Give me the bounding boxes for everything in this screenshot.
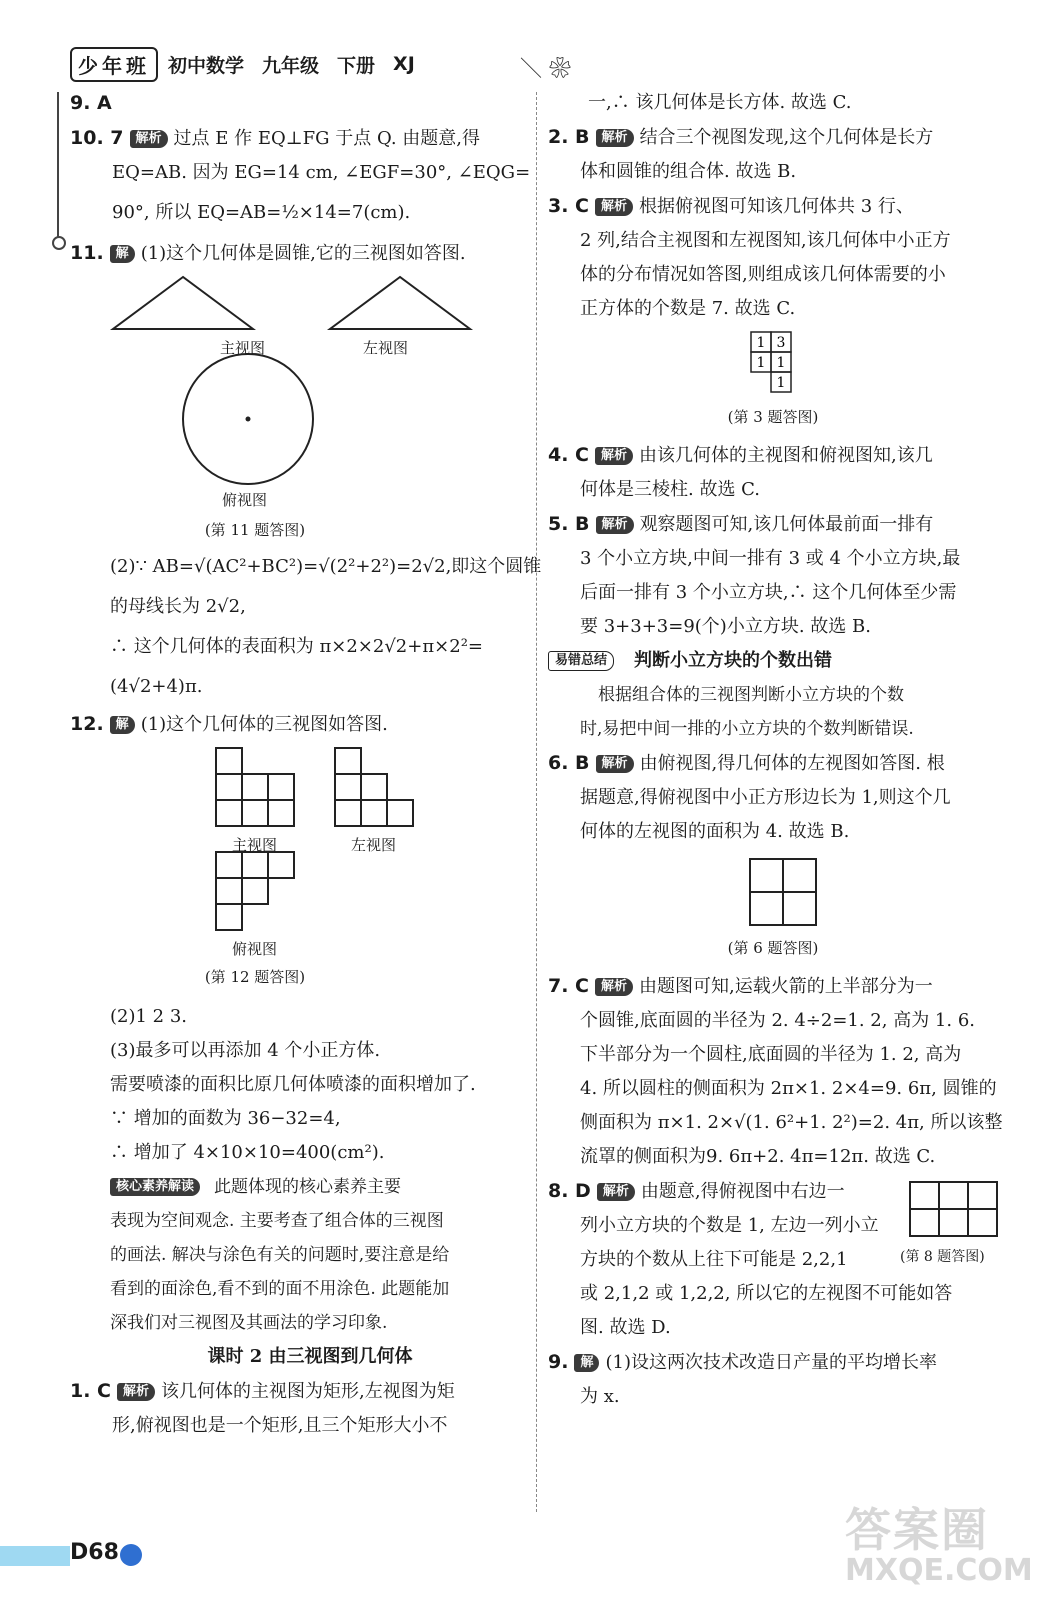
edition: XJ: [393, 53, 415, 75]
brand-logo: 少年班: [70, 47, 158, 82]
answer-5-line: 3 个小立方块,中间一排有 3 或 4 个小立方块,最: [580, 548, 961, 569]
error-summary-line: 根据组合体的三视图判断小立方块的个数: [598, 685, 904, 705]
answer-12-line: ∴ 增加了 4×10×10=400(cm²).: [110, 1142, 385, 1163]
top-view-label: 俯视图: [222, 491, 268, 509]
figure-11-svg: [70, 271, 525, 513]
figure-6-svg: [548, 849, 998, 931]
answer-11: 11. 解 (1)这个几何体是圆锥,它的三视图如答图.: [70, 242, 466, 264]
figure-11-caption: (第 11 题答图): [204, 521, 306, 539]
page-header: [70, 44, 590, 84]
left-column: [70, 86, 542, 1443]
answer-4-line: 何体是三棱柱. 故选 C.: [580, 479, 761, 500]
grid-cell: 1: [776, 355, 786, 371]
answer-11-line: 的母线长为 2√2,: [110, 596, 246, 617]
answer-2: 2. B 解析 结合三个视图发现,这个几何体是长方: [548, 126, 934, 148]
answer-8-line: 列小立方块的个数是 1, 左边一列小立: [580, 1215, 879, 1236]
figure-12: [70, 742, 525, 960]
grid-cell: 1: [756, 335, 766, 351]
grid-cell: 1: [756, 355, 766, 371]
page-footer: [0, 1534, 150, 1574]
answer-3: 3. C 解析 根据俯视图可知该几何体共 3 行、: [548, 195, 914, 217]
answer-11-line: (2)∵ AB=√(AC²+BC²)=√(2²+2²)=2√2,即这个圆锥: [110, 556, 542, 577]
analysis-tag: 解析: [596, 516, 634, 534]
solution-tag: 解: [110, 716, 135, 734]
analysis-tag: 解析: [595, 978, 633, 996]
figure-12-caption: (第 12 题答图): [204, 968, 306, 986]
answer-3-line: 正方体的个数是 7. 故选 C.: [580, 298, 796, 319]
core-literacy-note: 核心素养解读 此题体现的核心素养主要 表现为空间观念. 主要考查了组合体的三视图 的画法. 解决与涂色有关的问题时,要注意是给 看到的面涂色,看不到的面不用涂色. 此题能加 深我们对三视图及其画法的学习印象.: [110, 1177, 450, 1333]
answer-12-line: 需要喷漆的面积比原几何体喷漆的面积增加了.: [110, 1074, 476, 1095]
grid-cell: 1: [776, 375, 786, 391]
page-dot-icon: [120, 1544, 142, 1566]
answer-11-line: (4√2+4)π.: [110, 676, 203, 697]
error-summary-line: 时,易把中间一排的小立方块的个数判断错误.: [580, 719, 914, 739]
answer-9-line: 为 x.: [580, 1386, 620, 1407]
answer-12: 12. 解 (1)这个几何体的三视图如答图.: [70, 713, 388, 735]
figure-11: [70, 271, 525, 513]
answer-12-line: ∵ 增加的面数为 36−32=4,: [110, 1108, 341, 1129]
analysis-tag: 解析: [596, 129, 634, 147]
answer-12-line: (3)最多可以再添加 4 个小正方体.: [110, 1040, 381, 1061]
solution-tag: 解: [574, 1354, 599, 1372]
answer-6-line: 何体的左视图的面积为 4. 故选 B.: [580, 821, 850, 842]
front-view-label: 主视图: [220, 339, 266, 357]
analysis-tag: 解析: [595, 447, 633, 465]
analysis-tag: 解析: [130, 130, 168, 148]
core-literacy-tag: 核心素养解读: [110, 1178, 200, 1196]
page-bar: [0, 1546, 70, 1566]
answer-3-line: 2 列,结合主视图和左视图知,该几何体中小正方: [580, 230, 951, 251]
answer-10: 10. 7 解析 过点 E 作 EQ⊥FG 于点 Q. 由题意,得: [70, 127, 480, 149]
figure-8-svg: [908, 1180, 1008, 1240]
answer-7: 7. C 解析 由题图可知,运载火箭的上半部分为一: [548, 975, 933, 997]
page-number: D68: [70, 1540, 119, 1565]
watermark: 答案圈 MXQE.COM: [845, 1503, 1033, 1588]
error-summary: 易错总结 判断小立方块的个数出错: [548, 644, 998, 678]
error-summary-tag: 易错总结: [548, 651, 614, 671]
front-view-grid: [216, 748, 294, 826]
left-view-grid: [335, 748, 413, 826]
answer-5: 5. B 解析 观察题图可知,该几何体最前面一排有: [548, 513, 934, 535]
answer-8-line: 方块的个数从上往下可能是 2,2,1: [580, 1249, 848, 1270]
answer-10-line: 90°, 所以 EQ=AB=½×14=7(cm).: [112, 202, 411, 223]
answer-11-line: ∴ 这个几何体的表面积为 π×2×2√2+π×2²=: [110, 636, 484, 657]
figure-12-svg: [70, 742, 525, 960]
figure-3-svg: [548, 326, 998, 400]
answer-9-r: 9. 解 (1)设这两次技术改造日产量的平均增长率: [548, 1351, 937, 1373]
figure-6: [548, 849, 998, 931]
answer-3-line: 体的分布情况如答图,则组成该几何体需要的小: [580, 264, 946, 285]
grade: 九年级: [262, 54, 320, 77]
top-view-label: 俯视图: [232, 940, 278, 958]
figure-3: [548, 326, 998, 400]
right-column: [548, 86, 1003, 1414]
analysis-tag: 解析: [597, 1183, 635, 1201]
answer-1-line: 形,俯视图也是一个矩形,且三个矩形大小不: [112, 1415, 448, 1436]
top-view-center: [246, 417, 251, 422]
answer-6: 6. B 解析 由俯视图,得几何体的左视图如答图. 根: [548, 752, 945, 774]
solution-tag: 解: [110, 245, 135, 263]
answer-7-line: 下半部分为一个圆柱,底面圆的半径为 1. 2, 高为: [580, 1044, 962, 1065]
answer-10-line: EQ=AB. 因为 EG=14 cm, ∠EGF=30°, ∠EQG=: [112, 162, 531, 183]
answer-2-line: 体和圆锥的组合体. 故选 B.: [580, 161, 797, 182]
answer-8-line: 或 2,1,2 或 1,2,2, 所以它的左视图不可能如答: [580, 1283, 953, 1304]
answer-1: 1. C 解析 该几何体的主视图为矩形,左视图为矩: [70, 1380, 455, 1402]
answer-1-continued: 一,∴ 该几何体是长方体. 故选 C.: [588, 92, 852, 113]
rail-knob-icon: [52, 236, 66, 250]
left-view-label: 左视图: [351, 836, 397, 854]
analysis-tag: 解析: [595, 198, 633, 216]
answer-5-line: 后面一排有 3 个小立方块,∴ 这个几何体至少需: [580, 582, 957, 603]
figure-8-caption: (第 8 题答图): [900, 1249, 985, 1265]
top-view-grid: [216, 852, 294, 930]
answer-8: 8. D 解析 由题意,得俯视图中右边一: [548, 1180, 845, 1202]
left-view-label: 左视图: [363, 339, 409, 357]
answer-7-line: 侧面积为 π×1. 2×√(1. 6²+1. 2²)=2. 4π, 所以该整: [580, 1112, 1003, 1133]
answer-7-line: 4. 所以圆柱的侧面积为 2π×1. 2×4=9. 6π, 圆锥的: [580, 1078, 997, 1099]
binding-rail: [57, 92, 59, 242]
answer-7-line: 个圆锥,底面圆的半径为 2. 4÷2=1. 2, 高为 1. 6.: [580, 1010, 975, 1031]
answer-12-line: (2)1 2 3.: [110, 1006, 188, 1027]
lesson-title: 课时 2 由三视图到几何体: [207, 1346, 413, 1367]
answer-7-line: 流罩的侧面积为9. 6π+2. 4π=12π. 故选 C.: [580, 1146, 936, 1167]
answer-9: 9. A: [70, 92, 112, 114]
analysis-tag: 解析: [117, 1383, 155, 1401]
figure-6-caption: (第 6 题答图): [727, 939, 819, 957]
grid-cell: 3: [776, 335, 786, 351]
analysis-tag: 解析: [596, 755, 634, 773]
left-view-triangle: [330, 277, 470, 329]
volume: 下册: [337, 54, 376, 77]
answer-6-line: 据题意,得俯视图中小正方形边长为 1,则这个几: [580, 787, 951, 808]
answer-8-line: 图. 故选 D.: [580, 1317, 671, 1338]
answer-4: 4. C 解析 由该几何体的主视图和俯视图知,该几: [548, 444, 933, 466]
figure-3-caption: (第 3 题答图): [727, 408, 819, 426]
sprout-icon: ＼ ❀: [520, 57, 571, 82]
column-divider: [536, 92, 537, 1512]
front-view-triangle: [113, 277, 253, 329]
front-view-label: 主视图: [232, 836, 278, 854]
subject: 初中数学: [168, 54, 245, 77]
answer-5-line: 要 3+3+3=9(个)小立方块. 故选 B.: [580, 616, 871, 637]
